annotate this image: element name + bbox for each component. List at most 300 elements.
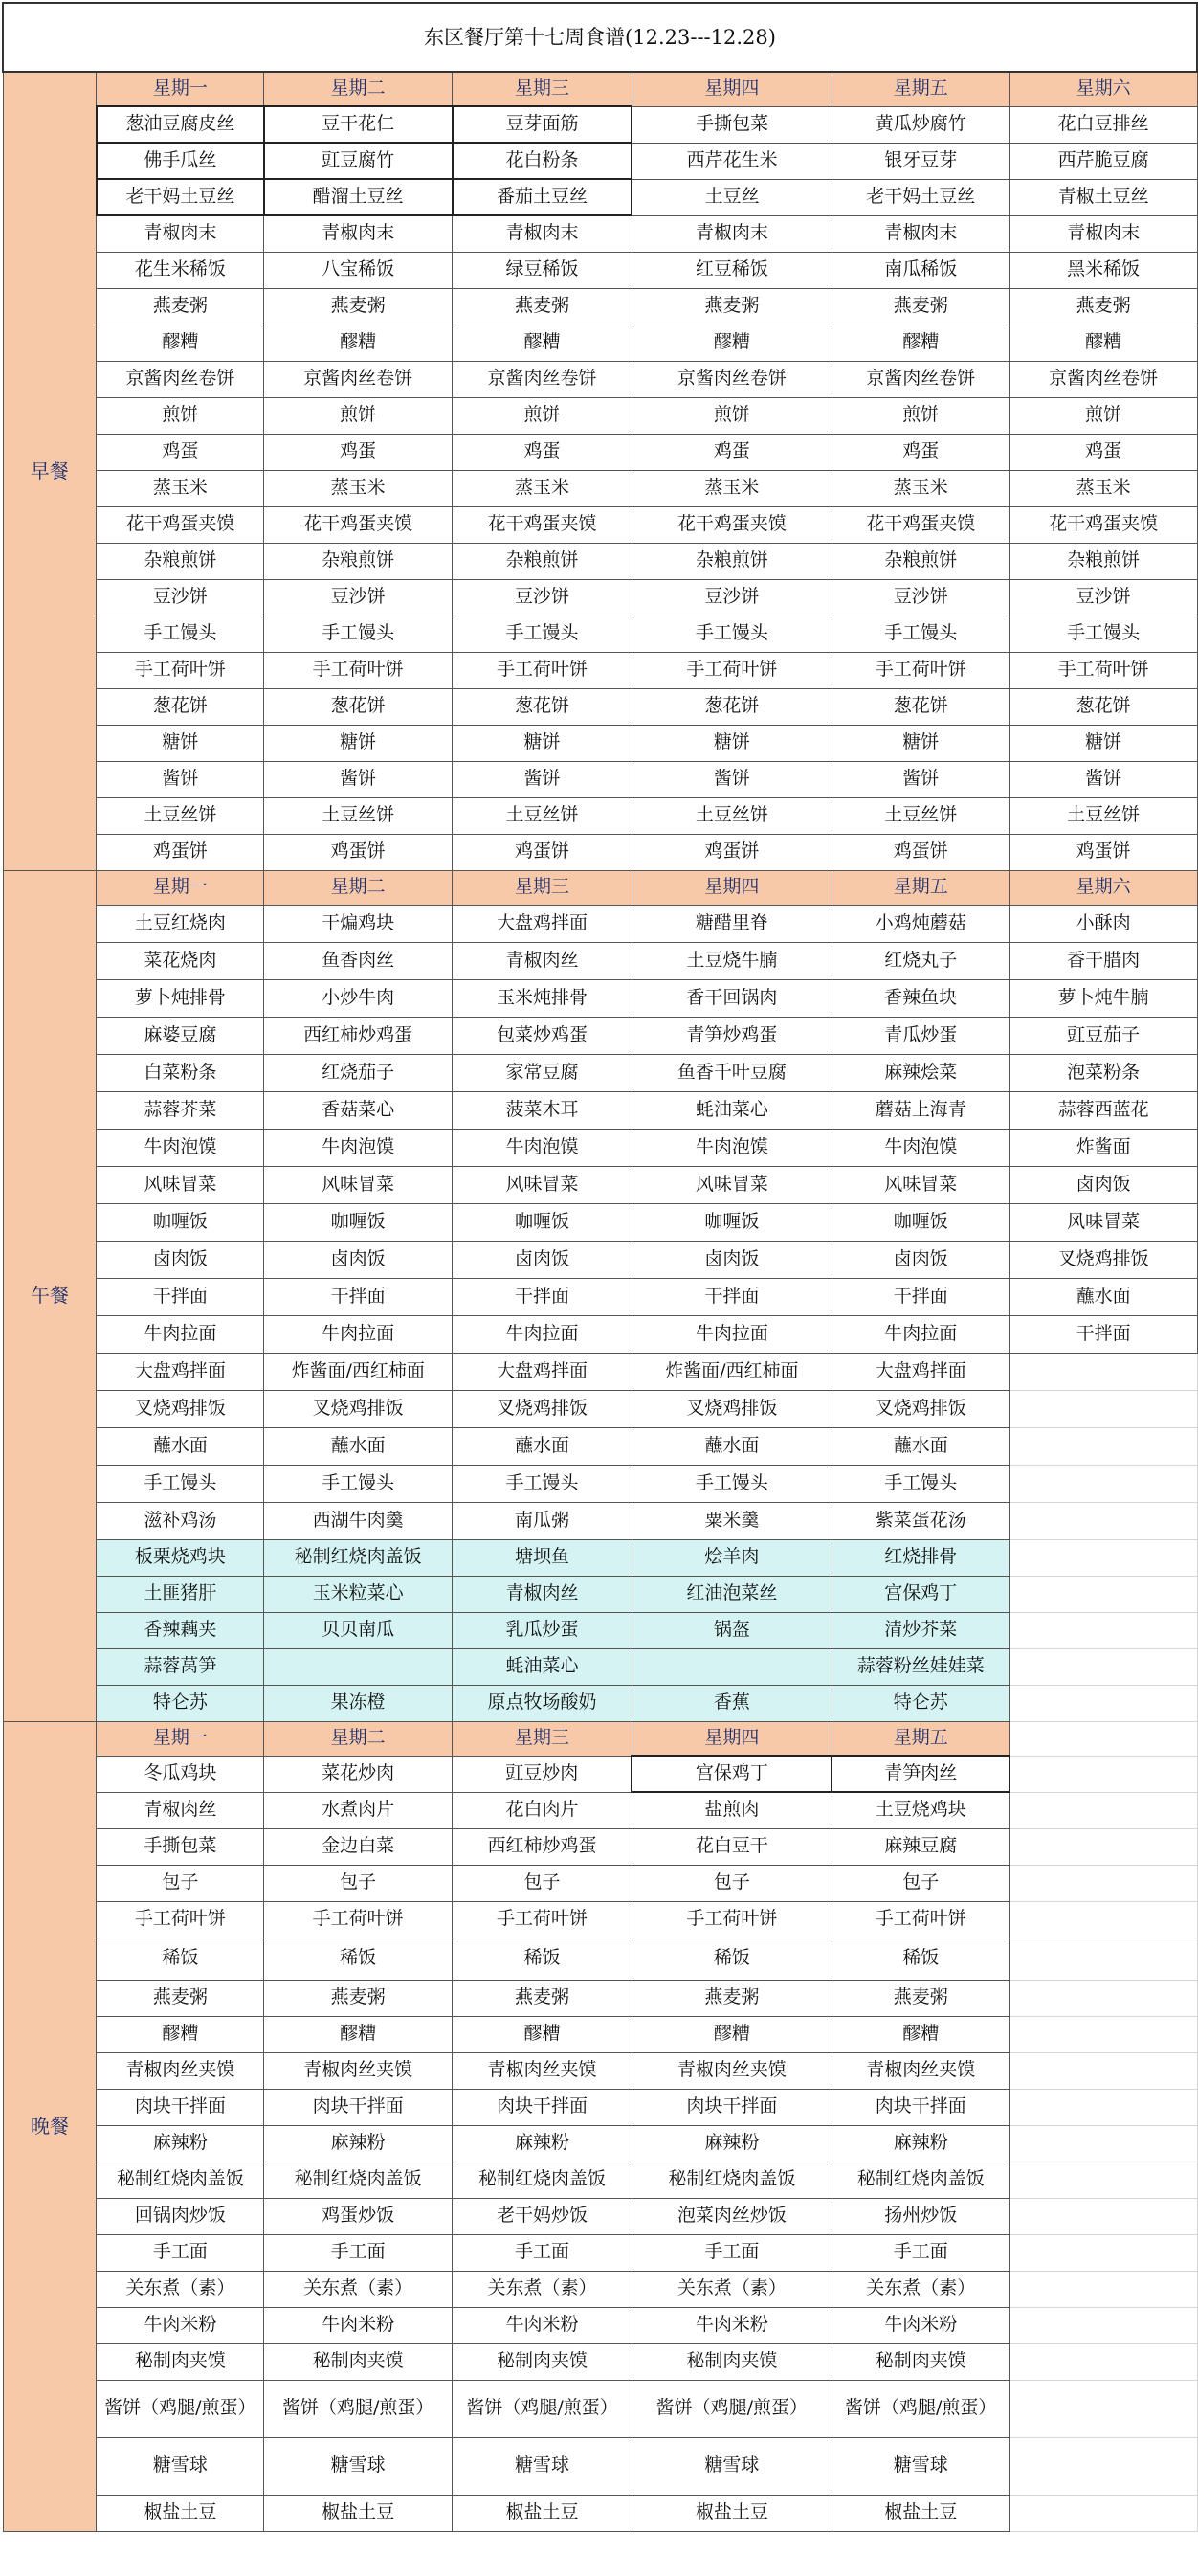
menu-item: 杂粮煎饼 — [264, 543, 453, 579]
menu-item: 干煸鸡块 — [264, 905, 453, 942]
empty-cell — [1009, 1576, 1197, 1612]
empty-cell — [1009, 2052, 1197, 2089]
menu-item: 麻辣粉 — [453, 2125, 632, 2162]
menu-item: 牛肉米粉 — [97, 2307, 264, 2343]
menu-item: 蘸水面 — [1009, 1278, 1197, 1315]
menu-item: 肉块干拌面 — [632, 2089, 832, 2125]
menu-item: 老干妈土豆丝 — [832, 179, 1009, 215]
menu-item: 青椒肉末 — [264, 215, 453, 252]
menu-item: 京酱肉丝卷饼 — [264, 361, 453, 397]
extra-dish: 宫保鸡丁 — [832, 1576, 1009, 1612]
menu-item: 京酱肉丝卷饼 — [832, 361, 1009, 397]
menu-item: 手工馒头 — [832, 1465, 1009, 1502]
menu-item: 椒盐土豆 — [97, 2495, 264, 2531]
menu-item: 小鸡炖蘑菇 — [832, 905, 1009, 942]
menu-item: 卤肉饭 — [632, 1241, 832, 1278]
menu-item: 蒸玉米 — [97, 470, 264, 506]
meal-label: 早餐 — [3, 72, 97, 870]
menu-item: 手工荷叶饼 — [264, 1901, 453, 1938]
menu-item: 蘸水面 — [632, 1427, 832, 1465]
extra-dish: 清炒芥菜 — [832, 1612, 1009, 1648]
menu-item: 醪糟 — [264, 325, 453, 361]
weekday-header: 星期三 — [453, 1721, 632, 1756]
menu-item: 杂粮煎饼 — [832, 543, 1009, 579]
menu-item: 椒盐土豆 — [264, 2495, 453, 2531]
menu-item: 青椒土豆丝 — [1009, 179, 1197, 215]
menu-item: 花干鸡蛋夹馍 — [1009, 506, 1197, 543]
weekday-header: 星期一 — [97, 870, 264, 905]
menu-item: 鸡蛋炒饭 — [264, 2198, 453, 2234]
menu-item: 手撕包菜 — [632, 106, 832, 143]
empty-cell — [1009, 2307, 1197, 2343]
menu-item: 麻辣粉 — [832, 2125, 1009, 2162]
menu-item: 卤肉饭 — [264, 1241, 453, 1278]
menu-item: 麻辣粉 — [97, 2125, 264, 2162]
menu-item: 包子 — [832, 1865, 1009, 1901]
menu-item: 土豆烧鸡块 — [832, 1792, 1009, 1828]
menu-item: 醪糟 — [832, 2016, 1009, 2052]
menu-item: 蘸水面 — [264, 1427, 453, 1465]
menu-item: 菜花烧肉 — [97, 942, 264, 979]
menu-item: 糖饼 — [632, 725, 832, 761]
menu-item: 糖饼 — [1009, 725, 1197, 761]
menu-item: 京酱肉丝卷饼 — [1009, 361, 1197, 397]
menu-item: 关东煮（素） — [832, 2271, 1009, 2307]
menu-item: 叉烧鸡排饭 — [264, 1390, 453, 1427]
menu-item: 菠菜木耳 — [453, 1091, 632, 1129]
empty-cell — [1009, 2380, 1197, 2437]
weekday-header: 星期五 — [832, 72, 1009, 106]
menu-item: 包子 — [453, 1865, 632, 1901]
empty-cell — [1009, 2437, 1197, 2495]
menu-item: 大盘鸡拌面 — [453, 1353, 632, 1390]
menu-item: 手工荷叶饼 — [97, 652, 264, 688]
menu-item: 手工馒头 — [97, 616, 264, 652]
menu-item: 豆沙饼 — [1009, 579, 1197, 616]
menu-item: 酱饼（鸡腿/煎蛋） — [832, 2380, 1009, 2437]
menu-item: 煎饼 — [832, 397, 1009, 434]
menu-item: 叉烧鸡排饭 — [453, 1390, 632, 1427]
menu-item: 玉米炖排骨 — [453, 979, 632, 1017]
menu-item: 风味冒菜 — [632, 1166, 832, 1203]
menu-item: 糖雪球 — [264, 2437, 453, 2495]
menu-item: 杂粮煎饼 — [453, 543, 632, 579]
menu-item: 燕麦粥 — [97, 1980, 264, 2016]
menu-item: 稀饭 — [832, 1938, 1009, 1980]
menu-item: 包子 — [632, 1865, 832, 1901]
empty-cell — [1009, 2125, 1197, 2162]
menu-item: 菜花炒肉 — [264, 1756, 453, 1792]
menu-item: 椒盐土豆 — [632, 2495, 832, 2531]
menu-item: 叉烧鸡排饭 — [832, 1390, 1009, 1427]
menu-item: 包子 — [264, 1865, 453, 1901]
menu-item: 醪糟 — [1009, 325, 1197, 361]
menu-item: 花干鸡蛋夹馍 — [453, 506, 632, 543]
menu-item: 燕麦粥 — [632, 288, 832, 325]
menu-item: 蒜蓉芥菜 — [97, 1091, 264, 1129]
menu-item: 青椒肉末 — [1009, 215, 1197, 252]
menu-item: 小炒牛肉 — [264, 979, 453, 1017]
menu-item: 扬州炒饭 — [832, 2198, 1009, 2234]
menu-item: 酱饼（鸡腿/煎蛋） — [632, 2380, 832, 2437]
menu-item: 糖雪球 — [97, 2437, 264, 2495]
menu-item: 燕麦粥 — [453, 1980, 632, 2016]
empty-cell — [1009, 2343, 1197, 2380]
meal-label: 午餐 — [3, 870, 97, 1721]
empty-cell — [1009, 1828, 1197, 1865]
weekday-header: 星期三 — [453, 870, 632, 905]
menu-item: 豇豆炒肉 — [453, 1756, 632, 1792]
menu-item: 京酱肉丝卷饼 — [453, 361, 632, 397]
extra-dish: 板栗烧鸡块 — [97, 1539, 264, 1576]
menu-item: 燕麦粥 — [632, 1980, 832, 2016]
extra-dish: 红油泡菜丝 — [632, 1576, 832, 1612]
menu-item: 燕麦粥 — [832, 1980, 1009, 2016]
extra-dish: 贝贝南瓜 — [264, 1612, 453, 1648]
menu-item: 叉烧鸡排饭 — [1009, 1241, 1197, 1278]
menu-item: 牛肉泡馍 — [264, 1129, 453, 1166]
menu-item: 牛肉拉面 — [632, 1315, 832, 1353]
empty-cell — [1009, 1792, 1197, 1828]
empty-cell — [1009, 1756, 1197, 1792]
menu-item: 青椒肉丝夹馍 — [453, 2052, 632, 2089]
menu-item: 鸡蛋饼 — [97, 834, 264, 870]
menu-item: 葱花饼 — [264, 688, 453, 725]
empty-cell — [1009, 1865, 1197, 1901]
menu-item: 风味冒菜 — [97, 1166, 264, 1203]
menu-item: 土豆丝饼 — [1009, 797, 1197, 834]
empty-cell — [1009, 1353, 1197, 1390]
empty-cell — [1009, 1648, 1197, 1685]
menu-item: 蒸玉米 — [453, 470, 632, 506]
menu-item: 叉烧鸡排饭 — [632, 1390, 832, 1427]
menu-item: 麻辣烩菜 — [832, 1054, 1009, 1091]
menu-item: 红烧丸子 — [832, 942, 1009, 979]
menu-item: 牛肉泡馍 — [832, 1129, 1009, 1166]
menu-item: 土豆丝饼 — [264, 797, 453, 834]
menu-item: 豆沙饼 — [632, 579, 832, 616]
menu-item: 酱饼 — [264, 761, 453, 797]
menu-item: 青椒肉丝夹馍 — [264, 2052, 453, 2089]
menu-item: 鸡蛋 — [1009, 434, 1197, 470]
menu-item: 豇豆茄子 — [1009, 1017, 1197, 1054]
extra-dish: 红烧排骨 — [832, 1539, 1009, 1576]
menu-item: 杂粮煎饼 — [632, 543, 832, 579]
menu-item: 老干妈土豆丝 — [97, 179, 264, 215]
weekday-header: 星期五 — [832, 870, 1009, 905]
menu-item: 香干腊肉 — [1009, 942, 1197, 979]
menu-item: 豆干花仁 — [264, 106, 453, 143]
weekday-header: 星期五 — [832, 1721, 1009, 1756]
menu-item: 咖喱饭 — [632, 1203, 832, 1241]
menu-item: 手工馒头 — [632, 1465, 832, 1502]
menu-item: 叉烧鸡排饭 — [97, 1390, 264, 1427]
menu-item: 肉块干拌面 — [453, 2089, 632, 2125]
menu-item: 青笋肉丝 — [832, 1756, 1009, 1792]
menu-item: 泡菜肉丝炒饭 — [632, 2198, 832, 2234]
menu-item: 手工馒头 — [832, 616, 1009, 652]
menu-item: 葱花饼 — [97, 688, 264, 725]
menu-item: 青椒肉丝夹馍 — [632, 2052, 832, 2089]
extra-dish: 乳瓜炒蛋 — [453, 1612, 632, 1648]
menu-item: 鸡蛋 — [632, 434, 832, 470]
menu-item: 秘制红烧肉盖饭 — [453, 2162, 632, 2198]
extra-dish: 香蕉 — [632, 1685, 832, 1721]
menu-item: 秘制红烧肉盖饭 — [264, 2162, 453, 2198]
menu-item: 手工馒头 — [264, 1465, 453, 1502]
menu-item: 糖饼 — [264, 725, 453, 761]
menu-item: 手工馒头 — [453, 616, 632, 652]
weekday-header: 星期四 — [632, 1721, 832, 1756]
menu-item: 牛肉米粉 — [632, 2307, 832, 2343]
menu-item: 红豆稀饭 — [632, 252, 832, 288]
menu-item: 京酱肉丝卷饼 — [632, 361, 832, 397]
menu-item: 香辣鱼块 — [832, 979, 1009, 1017]
menu-item: 肉块干拌面 — [97, 2089, 264, 2125]
menu-item: 肉块干拌面 — [832, 2089, 1009, 2125]
extra-dish: 塘坝鱼 — [453, 1539, 632, 1576]
menu-item: 燕麦粥 — [97, 288, 264, 325]
menu-item: 牛肉米粉 — [832, 2307, 1009, 2343]
menu-item: 咖喱饭 — [832, 1203, 1009, 1241]
menu-item: 鱼香肉丝 — [264, 942, 453, 979]
empty-cell — [1009, 1390, 1197, 1427]
menu-item: 香菇菜心 — [264, 1091, 453, 1129]
menu-item: 秘制红烧肉盖饭 — [832, 2162, 1009, 2198]
menu-item: 花干鸡蛋夹馍 — [264, 506, 453, 543]
menu-item: 炸酱面/西红柿面 — [632, 1353, 832, 1390]
menu-item: 卤肉饭 — [832, 1241, 1009, 1278]
menu-item: 土豆丝饼 — [97, 797, 264, 834]
empty-cell — [1009, 2495, 1197, 2531]
menu-item: 蘸水面 — [453, 1427, 632, 1465]
menu-item: 酱饼 — [832, 761, 1009, 797]
menu-item: 黑米稀饭 — [1009, 252, 1197, 288]
menu-item: 咖喱饭 — [264, 1203, 453, 1241]
menu-item: 牛肉泡馍 — [453, 1129, 632, 1166]
menu-item: 风味冒菜 — [832, 1166, 1009, 1203]
menu-item: 老干妈炒饭 — [453, 2198, 632, 2234]
menu-item: 风味冒菜 — [1009, 1203, 1197, 1241]
extra-dish: 土匪猪肝 — [97, 1576, 264, 1612]
menu-item: 手工面 — [264, 2234, 453, 2271]
menu-item: 蘸水面 — [97, 1427, 264, 1465]
meal-label: 晚餐 — [3, 1721, 97, 2531]
menu-item: 鸡蛋饼 — [453, 834, 632, 870]
menu-item: 牛肉拉面 — [453, 1315, 632, 1353]
menu-item: 糖饼 — [97, 725, 264, 761]
menu-item: 手工荷叶饼 — [453, 652, 632, 688]
menu-item: 杂粮煎饼 — [97, 543, 264, 579]
menu-item: 葱花饼 — [832, 688, 1009, 725]
extra-dish: 锅盔 — [632, 1612, 832, 1648]
menu-item: 青椒肉丝夹馍 — [832, 2052, 1009, 2089]
menu-item: 醋溜土豆丝 — [264, 179, 453, 215]
menu-item: 蒸玉米 — [264, 470, 453, 506]
menu-item: 豆芽面筋 — [453, 106, 632, 143]
menu-item: 酱饼 — [453, 761, 632, 797]
menu-item: 干拌面 — [832, 1278, 1009, 1315]
menu-item: 燕麦粥 — [264, 1980, 453, 2016]
menu-item: 蒜蓉西蓝花 — [1009, 1091, 1197, 1129]
menu-item: 燕麦粥 — [453, 288, 632, 325]
menu-item: 稀饭 — [264, 1938, 453, 1980]
empty-cell — [1009, 2016, 1197, 2052]
menu-item: 西红柿炒鸡蛋 — [453, 1828, 632, 1865]
menu-item: 干拌面 — [97, 1278, 264, 1315]
menu-item: 椒盐土豆 — [453, 2495, 632, 2531]
menu-item: 手撕包菜 — [97, 1828, 264, 1865]
menu-item: 牛肉拉面 — [832, 1315, 1009, 1353]
menu-item: 手工荷叶饼 — [632, 1901, 832, 1938]
menu-item: 佛手瓜丝 — [97, 143, 264, 179]
menu-item: 鸡蛋饼 — [632, 834, 832, 870]
menu-item: 土豆烧牛腩 — [632, 942, 832, 979]
menu-item: 醪糟 — [264, 2016, 453, 2052]
menu-item: 燕麦粥 — [264, 288, 453, 325]
menu-item: 手工面 — [453, 2234, 632, 2271]
menu-item: 麻辣粉 — [632, 2125, 832, 2162]
extra-dish: 原点牧场酸奶 — [453, 1685, 632, 1721]
menu-item: 麻辣粉 — [264, 2125, 453, 2162]
menu-item: 糖雪球 — [632, 2437, 832, 2495]
menu-item: 花白豆排丝 — [1009, 106, 1197, 143]
menu-item: 京酱肉丝卷饼 — [97, 361, 264, 397]
menu-item: 酱饼（鸡腿/煎蛋） — [453, 2380, 632, 2437]
menu-item: 风味冒菜 — [453, 1166, 632, 1203]
menu-item: 葱花饼 — [453, 688, 632, 725]
menu-item: 醪糟 — [632, 325, 832, 361]
menu-item: 咖喱饭 — [97, 1203, 264, 1241]
menu-item: 回锅肉炒饭 — [97, 2198, 264, 2234]
menu-item: 醪糟 — [453, 2016, 632, 2052]
menu-item: 糖醋里脊 — [632, 905, 832, 942]
weekday-header: 星期一 — [97, 72, 264, 106]
menu-item: 葱花饼 — [1009, 688, 1197, 725]
menu-item: 牛肉泡馍 — [632, 1129, 832, 1166]
menu-item: 鸡蛋饼 — [1009, 834, 1197, 870]
menu-item: 青椒肉丝 — [453, 942, 632, 979]
menu-item: 关东煮（素） — [632, 2271, 832, 2307]
extra-dish: 青椒肉丝 — [453, 1576, 632, 1612]
menu-item: 煎饼 — [97, 397, 264, 434]
menu-item: 牛肉泡馍 — [97, 1129, 264, 1166]
menu-item: 豇豆腐竹 — [264, 143, 453, 179]
menu-item: 卤肉饭 — [97, 1241, 264, 1278]
menu-item: 西芹脆豆腐 — [1009, 143, 1197, 179]
menu-item: 手工荷叶饼 — [832, 1901, 1009, 1938]
menu-item: 牛肉拉面 — [97, 1315, 264, 1353]
menu-item: 包子 — [97, 1865, 264, 1901]
menu-item: 土豆丝饼 — [832, 797, 1009, 834]
menu-item: 鸡蛋 — [97, 434, 264, 470]
empty-cell — [1009, 1465, 1197, 1502]
menu-item: 土豆红烧肉 — [97, 905, 264, 942]
menu-item: 杂粮煎饼 — [1009, 543, 1197, 579]
menu-item: 宫保鸡丁 — [632, 1756, 832, 1792]
menu-item: 手工面 — [97, 2234, 264, 2271]
menu-item: 酱饼 — [1009, 761, 1197, 797]
menu-item: 泡菜粉条 — [1009, 1054, 1197, 1091]
menu-item: 土豆丝 — [632, 179, 832, 215]
menu-item: 土豆丝饼 — [632, 797, 832, 834]
weekday-header: 星期六 — [1009, 870, 1197, 905]
menu-item: 手工馒头 — [1009, 616, 1197, 652]
menu-item: 醪糟 — [832, 325, 1009, 361]
menu-item: 花干鸡蛋夹馍 — [97, 506, 264, 543]
menu-item: 青椒肉末 — [97, 215, 264, 252]
menu-item: 肉块干拌面 — [264, 2089, 453, 2125]
menu-item: 燕麦粥 — [832, 288, 1009, 325]
menu-item: 糖饼 — [453, 725, 632, 761]
extra-dish: 烩羊肉 — [632, 1539, 832, 1576]
weekday-header: 星期一 — [97, 1721, 264, 1756]
menu-item: 盐煎肉 — [632, 1792, 832, 1828]
menu-item: 鸡蛋饼 — [264, 834, 453, 870]
menu-item: 秘制肉夹馍 — [632, 2343, 832, 2380]
menu-item: 酱饼 — [97, 761, 264, 797]
menu-item: 稀饭 — [453, 1938, 632, 1980]
menu-item: 干拌面 — [632, 1278, 832, 1315]
menu-item: 蚝油菜心 — [632, 1091, 832, 1129]
menu-item: 葱油豆腐皮丝 — [97, 106, 264, 143]
menu-item: 酱饼 — [632, 761, 832, 797]
empty-cell — [1009, 2234, 1197, 2271]
menu-item: 秘制肉夹馍 — [832, 2343, 1009, 2380]
menu-item: 包菜炒鸡蛋 — [453, 1017, 632, 1054]
weekday-header: 星期四 — [632, 870, 832, 905]
extra-dish: 特仑苏 — [97, 1685, 264, 1721]
menu-item: 手工面 — [632, 2234, 832, 2271]
empty-cell — [1009, 1539, 1197, 1576]
menu-item: 水煮肉片 — [264, 1792, 453, 1828]
menu-item: 手工馒头 — [632, 616, 832, 652]
menu-item: 蒸玉米 — [1009, 470, 1197, 506]
menu-item: 煎饼 — [1009, 397, 1197, 434]
menu-item: 煎饼 — [632, 397, 832, 434]
menu-item: 鸡蛋饼 — [832, 834, 1009, 870]
menu-item: 牛肉米粉 — [264, 2307, 453, 2343]
empty-cell — [1009, 1938, 1197, 1980]
menu-item: 南瓜稀饭 — [832, 252, 1009, 288]
menu-item: 干拌面 — [1009, 1315, 1197, 1353]
empty-cell — [1009, 1721, 1197, 1756]
extra-dish: 蒜蓉莴笋 — [97, 1648, 264, 1685]
menu-item: 青椒肉丝 — [97, 1792, 264, 1828]
extra-dish: 秘制红烧肉盖饭 — [264, 1539, 453, 1576]
extra-dish — [632, 1648, 832, 1685]
menu-item: 卤肉饭 — [453, 1241, 632, 1278]
menu-item: 糖饼 — [832, 725, 1009, 761]
menu-item: 花生米稀饭 — [97, 252, 264, 288]
menu-item: 手工馒头 — [453, 1465, 632, 1502]
menu-item: 手工荷叶饼 — [632, 652, 832, 688]
menu-item: 冬瓜鸡块 — [97, 1756, 264, 1792]
extra-dish — [264, 1648, 453, 1685]
menu-item: 银牙豆芽 — [832, 143, 1009, 179]
menu-item: 西红柿炒鸡蛋 — [264, 1017, 453, 1054]
menu-item: 醪糟 — [632, 2016, 832, 2052]
menu-item: 小酥肉 — [1009, 905, 1197, 942]
menu-item: 青椒肉末 — [832, 215, 1009, 252]
menu-item: 豆沙饼 — [264, 579, 453, 616]
menu-item: 番茄土豆丝 — [453, 179, 632, 215]
menu-item: 手工荷叶饼 — [453, 1901, 632, 1938]
menu-title: 东区餐厅第十七周食谱(12.23---12.28) — [3, 3, 1197, 72]
menu-item: 秘制红烧肉盖饭 — [632, 2162, 832, 2198]
menu-item: 糖雪球 — [832, 2437, 1009, 2495]
menu-item: 金边白菜 — [264, 1828, 453, 1865]
